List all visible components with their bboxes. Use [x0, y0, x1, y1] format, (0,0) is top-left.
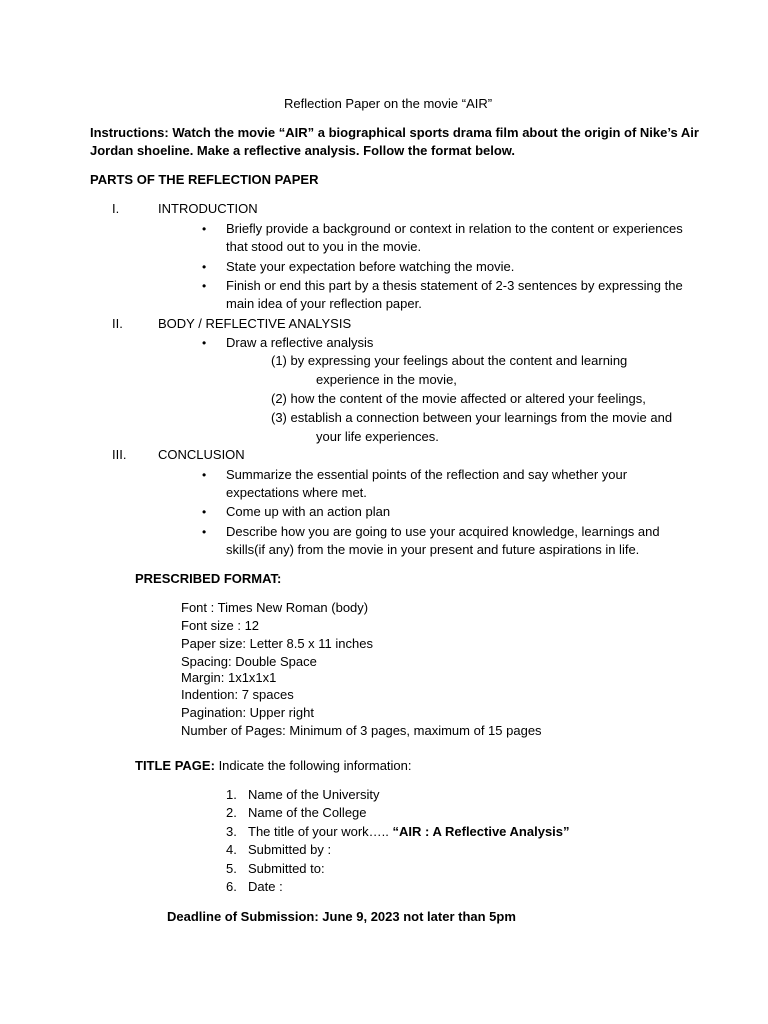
conclusion-item-3-line-1: Describe how you are going to use your acquired knowledge, learnings and: [226, 524, 660, 539]
format-line: Pagination: Upper right: [181, 705, 314, 720]
format-line: Font : Times New Roman (body): [181, 600, 369, 615]
intro-item-3-line-1: Finish or end this part by a thesis statement of 2-3 sentences by expressing the: [226, 278, 683, 293]
title-page-item: Submitted by :: [248, 842, 332, 857]
title-page-label: TITLE PAGE:: [135, 758, 215, 773]
body-subitem-1-line-2: experience in the movie,: [316, 372, 457, 387]
format-line: Margin: 1x1x1x1: [181, 670, 277, 685]
section-numeral-2: II.: [112, 316, 123, 331]
format-line: Paper size: Letter 8.5 x 11 inches: [181, 636, 373, 651]
title-page-item: Name of the University: [248, 787, 380, 802]
conclusion-item-2-line-1: Come up with an action plan: [226, 504, 391, 519]
format-line: Spacing: Double Space: [181, 654, 317, 669]
conclusion-item-1-line-1: Summarize the essential points of the reflection and say whether your: [226, 467, 628, 482]
body-item-1-line-1: Draw a reflective analysis: [226, 335, 374, 350]
deadline: Deadline of Submission: June 9, 2023 not later than 5pm: [167, 909, 516, 924]
title-page-text: Indicate the following information:: [218, 758, 412, 773]
body-subitem-3-line-1: (3) establish a connection between your learnings from the movie and: [271, 410, 673, 425]
title-page-instruction: [135, 757, 412, 775]
intro-item-1-line-1: Briefly provide a background or context in relation to the content or experiences: [226, 221, 683, 236]
body-subitem-1-line-1: (1) by expressing your feelings about the content and learning: [271, 353, 628, 368]
title-page-item-number: 6.: [226, 879, 237, 894]
title-page-item: [248, 823, 570, 841]
body-subitem-2-line-1: (2) how the content of the movie affected or altered your feelings,: [271, 391, 646, 406]
title-page-item-number: 2.: [226, 805, 237, 820]
bullet-icon: •: [202, 468, 207, 482]
intro-item-1-line-2: that stood out to you in the movie.: [226, 239, 422, 254]
conclusion-item-3-line-2: skills(if any) from the movie in your present and future aspirations in life.: [226, 542, 640, 557]
section-heading-introduction: INTRODUCTION: [158, 201, 258, 216]
title-page-item-number: 5.: [226, 861, 237, 876]
title-page-item-number: 3.: [226, 824, 237, 839]
instructions-line-1: Instructions: Watch the movie “AIR” a biographical sports drama film about the origin of Nike’s Air: [90, 125, 699, 140]
section-heading-body: BODY / REFLECTIVE ANALYSIS: [158, 316, 352, 331]
bullet-icon: •: [202, 505, 207, 519]
title-page-item-number: 4.: [226, 842, 237, 857]
section-numeral-1: I.: [112, 201, 120, 216]
title-page-item: Name of the College: [248, 805, 367, 820]
format-line: Font size : 12: [181, 618, 260, 633]
conclusion-item-1-line-2: expectations where met.: [226, 485, 367, 500]
title-page-item: Date :: [248, 879, 283, 894]
section-numeral-3: III.: [112, 447, 127, 462]
bullet-icon: •: [202, 260, 207, 274]
parts-heading: PARTS OF THE REFLECTION PAPER: [90, 172, 319, 187]
body-subitem-3-line-2: your life experiences.: [316, 429, 439, 444]
intro-item-3-line-2: main idea of your reflection paper.: [226, 296, 422, 311]
format-heading: PRESCRIBED FORMAT:: [135, 571, 282, 586]
title-page-item-number: 1.: [226, 787, 237, 802]
title-page-item-work-title: “AIR : A Reflective Analysis”: [392, 824, 570, 839]
format-line: Number of Pages: Minimum of 3 pages, maximum of 15 pages: [181, 723, 542, 738]
title-page-item-text: The title of your work…..: [248, 824, 389, 839]
intro-item-2-line-1: State your expectation before watching the movie.: [226, 259, 515, 274]
section-heading-conclusion: CONCLUSION: [158, 447, 245, 462]
bullet-icon: •: [202, 222, 207, 236]
bullet-icon: •: [202, 279, 207, 293]
bullet-icon: •: [202, 525, 207, 539]
instructions-line-2: Jordan shoeline. Make a reflective analysis. Follow the format below.: [90, 143, 516, 158]
document-title: Reflection Paper on the movie “AIR”: [284, 96, 493, 111]
title-page-item: Submitted to:: [248, 861, 325, 876]
bullet-icon: •: [202, 336, 207, 350]
format-line: Indention: 7 spaces: [181, 687, 294, 702]
